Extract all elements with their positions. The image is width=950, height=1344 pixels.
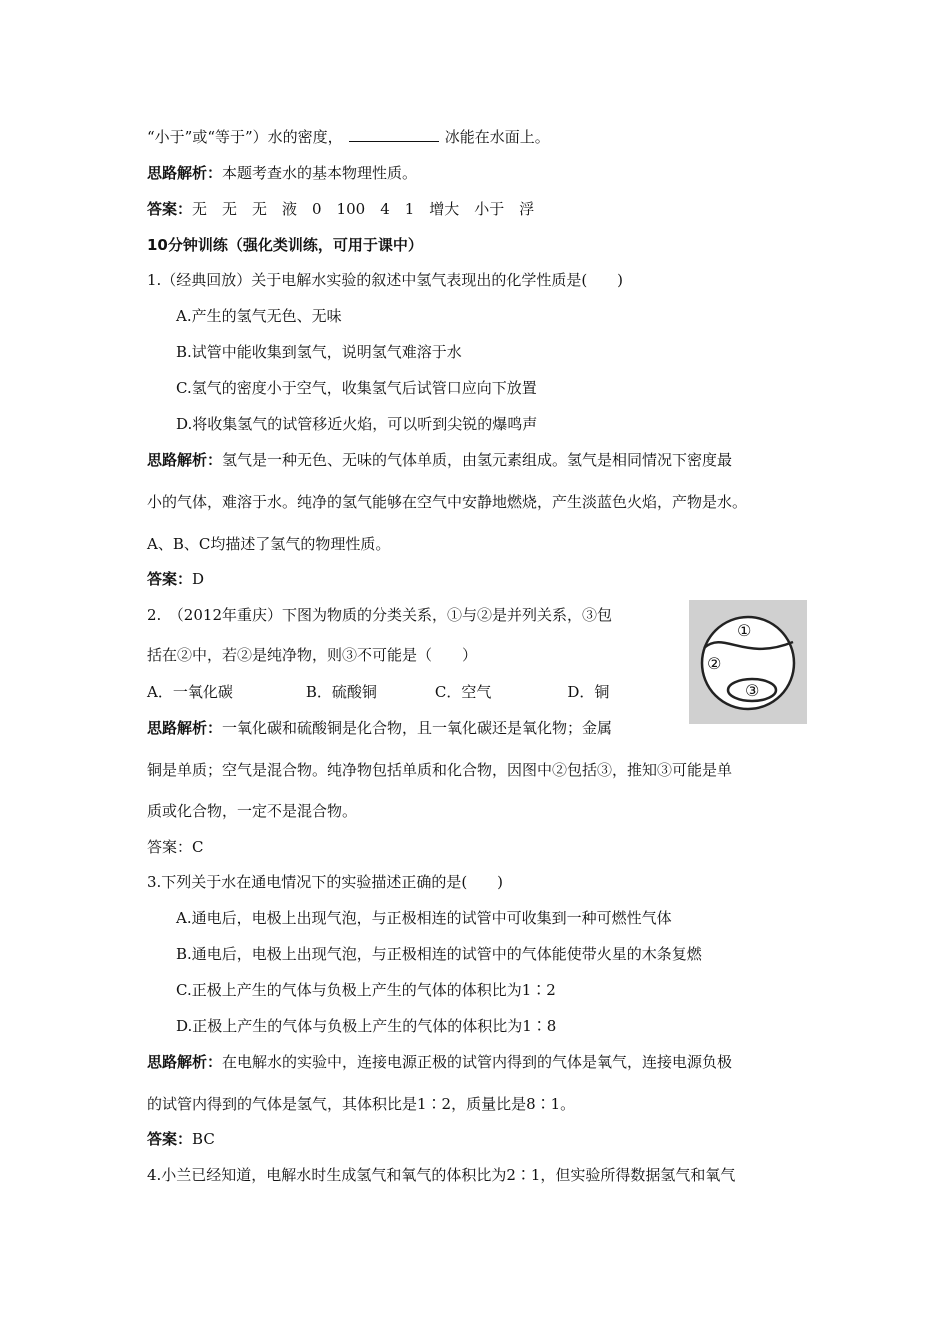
- q2-option-b: B．硫酸铜: [305, 683, 377, 701]
- q1-analysis-line2: 小的气体，难溶于水。纯净的氢气能够在空气中安静地燃烧，产生淡蓝色火焰，产物是水。: [147, 493, 748, 511]
- q1-option-c: C.氢气的密度小于空气，收集氢气后试管口应向下放置: [176, 379, 537, 397]
- q1-option-d: D.将收集氢气的试管移近火焰，可以听到尖锐的爆鸣声: [176, 415, 538, 433]
- q3-analysis: [147, 1052, 732, 1072]
- q2-answer: 答案：C: [147, 838, 204, 856]
- q2-analysis-line3: 质或化合物，一定不是混合物。: [147, 802, 358, 820]
- answer-text: 无 无 无 液 0 100 4 1 增大 小于 浮: [192, 200, 535, 218]
- answer-text: BC: [192, 1130, 215, 1148]
- prev-question-line: [147, 127, 550, 147]
- q1-answer: [147, 569, 204, 589]
- classification-figure: [689, 600, 807, 724]
- q1-analysis-line3: A、B、C均描述了氢气的物理性质。: [147, 535, 391, 553]
- q2-stem-line2: 括在②中，若②是纯净物，则③不可能是（ ）: [147, 646, 478, 664]
- q1-stem: 1.（经典回放）关于电解水实验的叙述中氢气表现出的化学性质是( ): [147, 271, 624, 289]
- label-1: ①: [737, 621, 752, 640]
- answer-blank: [349, 127, 439, 142]
- q2-option-c: C．空气: [434, 683, 492, 701]
- q2-option-a: A．一氧化碳: [147, 683, 233, 701]
- answer-label: 答案：: [147, 1130, 193, 1148]
- analysis-text: 氢气是一种无色、无味的气体单质，由氢元素组成。氢气是相同情况下密度最: [222, 451, 733, 469]
- q2-options: [147, 682, 609, 702]
- answer-label: 答案：: [147, 570, 193, 588]
- label-3: ③: [745, 681, 760, 700]
- q3-analysis-line2: 的试管内得到的气体是氢气，其体积比是1∶2，质量比是8∶1。: [147, 1095, 576, 1113]
- q4-stem: 4.小兰已经知道，电解水时生成氢气和氧气的体积比为2∶1，但实验所得数据氢气和氧气: [147, 1166, 736, 1184]
- prev-analysis: [147, 163, 417, 183]
- q2-stem-line1: 2. （2012年重庆）下图为物质的分类关系，①与②是并列关系，③包: [147, 606, 612, 624]
- q3-stem: 3.下列关于水在通电情况下的实验描述正确的是( ): [147, 873, 504, 891]
- label-2: ②: [707, 654, 722, 673]
- q3-option-b: B.通电后，电极上出现气泡，与正极相连的试管中的气体能使带火星的木条复燃: [176, 945, 702, 963]
- q2-option-d: D．铜: [567, 683, 610, 701]
- analysis-text: 一氧化碳和硫酸铜是化合物，且一氧化碳还是氧化物；金属: [222, 719, 613, 737]
- q2-analysis-line2: 铜是单质；空气是混合物。纯净物包括单质和化合物，因图中②包括③，推知③可能是单: [147, 761, 733, 779]
- q3-option-c: C.正极上产生的气体与负极上产生的气体的体积比为1∶2: [176, 981, 556, 999]
- analysis-label: 思路解析：: [147, 451, 223, 469]
- q2-analysis: [147, 718, 612, 738]
- q1-option-b: B.试管中能收集到氢气，说明氢气难溶于水: [176, 343, 462, 361]
- analysis-text: 在电解水的实验中，连接电源正极的试管内得到的气体是氧气，连接电源负极: [222, 1053, 733, 1071]
- q3-answer: [147, 1129, 215, 1149]
- q3-option-a: A.通电后，电极上出现气泡，与正极相连的试管中可收集到一种可燃性气体: [176, 909, 672, 927]
- q3-option-d: D.正极上产生的气体与负极上产生的气体的体积比为1∶8: [176, 1017, 557, 1035]
- analysis-text: 本题考查水的基本物理性质。: [222, 164, 418, 182]
- section-title: 10分钟训练（强化类训练，可用于课中）: [147, 236, 423, 254]
- q1-analysis: [147, 450, 732, 470]
- prev-question-text-before: “小于”或“等于”）水的密度，: [147, 128, 343, 146]
- classification-diagram: [689, 600, 807, 724]
- analysis-label: 思路解析：: [147, 164, 223, 182]
- answer-text: D: [192, 570, 205, 588]
- prev-answer: [147, 199, 534, 219]
- q1-option-a: A.产生的氢气无色、无味: [176, 307, 342, 325]
- analysis-label: 思路解析：: [147, 1053, 223, 1071]
- answer-label: 答案：: [147, 200, 193, 218]
- prev-question-text-after: 冰能在水面上。: [444, 128, 550, 146]
- analysis-label: 思路解析：: [147, 719, 223, 737]
